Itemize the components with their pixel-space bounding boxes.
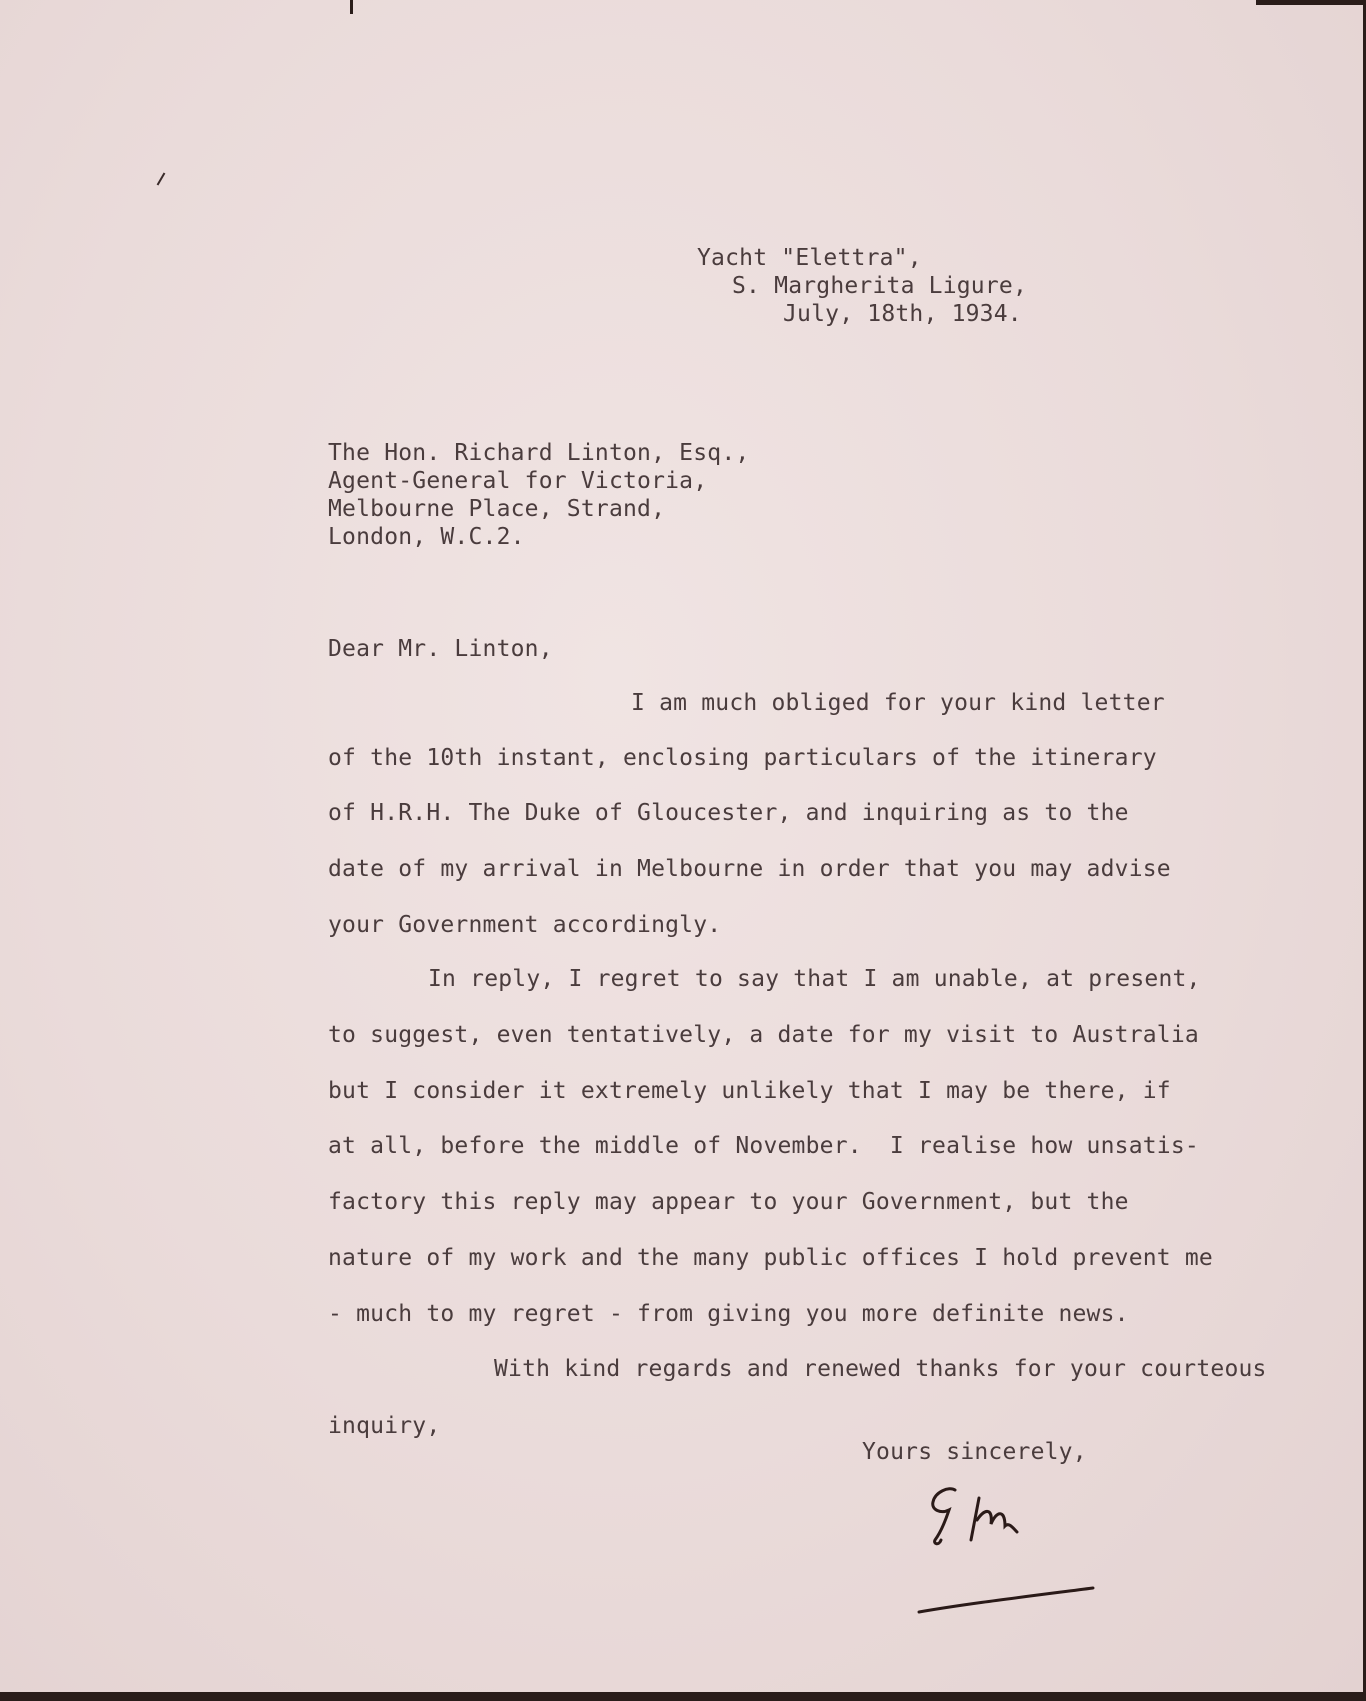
recipient-line: London, W.C.2. [328, 524, 525, 550]
closing: Yours sincerely, [862, 1439, 1087, 1465]
recipient-line: Melbourne Place, Strand, [328, 496, 666, 522]
body-line: - much to my regret - from giving you more definite news. [328, 1301, 1129, 1327]
body-line: to suggest, even tentatively, a date for my visit to Australia [328, 1022, 1199, 1048]
salutation: Dear Mr. Linton, [328, 636, 553, 662]
body-line: of H.R.H. The Duke of Gloucester, and inquiring as to the [328, 800, 1129, 826]
body-line: factory this reply may appear to your Government, but the [328, 1189, 1129, 1215]
body-line: I am much obliged for your kind letter [631, 690, 1165, 716]
body-line: With kind regards and renewed thanks for your courteous [494, 1356, 1267, 1382]
paper-blemish [157, 172, 166, 185]
scan-border-mark [350, 0, 353, 14]
body-line: date of my arrival in Melbourne in order that you may advise [328, 856, 1171, 882]
heading-address-line: Yacht "Elettra", [697, 245, 922, 271]
body-line: but I consider it extremely unlikely that I may be there, if [328, 1078, 1171, 1104]
body-line: nature of my work and the many public offices I hold prevent me [328, 1245, 1213, 1271]
handwritten-signature [905, 1480, 1105, 1625]
scan-border-top-right [1256, 0, 1366, 5]
recipient-line: Agent-General for Victoria, [328, 468, 708, 494]
recipient-line: The Hon. Richard Linton, Esq., [328, 440, 750, 466]
body-line: inquiry, [328, 1413, 441, 1439]
letter-date: July, 18th, 1934. [783, 301, 1022, 327]
heading-address-line: S. Margherita Ligure, [732, 273, 1027, 299]
body-line: at all, before the middle of November. I realise how unsatis- [328, 1133, 1199, 1159]
body-line: your Government accordingly. [328, 912, 722, 938]
body-line: of the 10th instant, enclosing particulars of the itinerary [328, 745, 1157, 771]
scan-border-bottom [0, 1692, 1366, 1701]
body-line: In reply, I regret to say that I am unable, at present, [428, 966, 1201, 992]
